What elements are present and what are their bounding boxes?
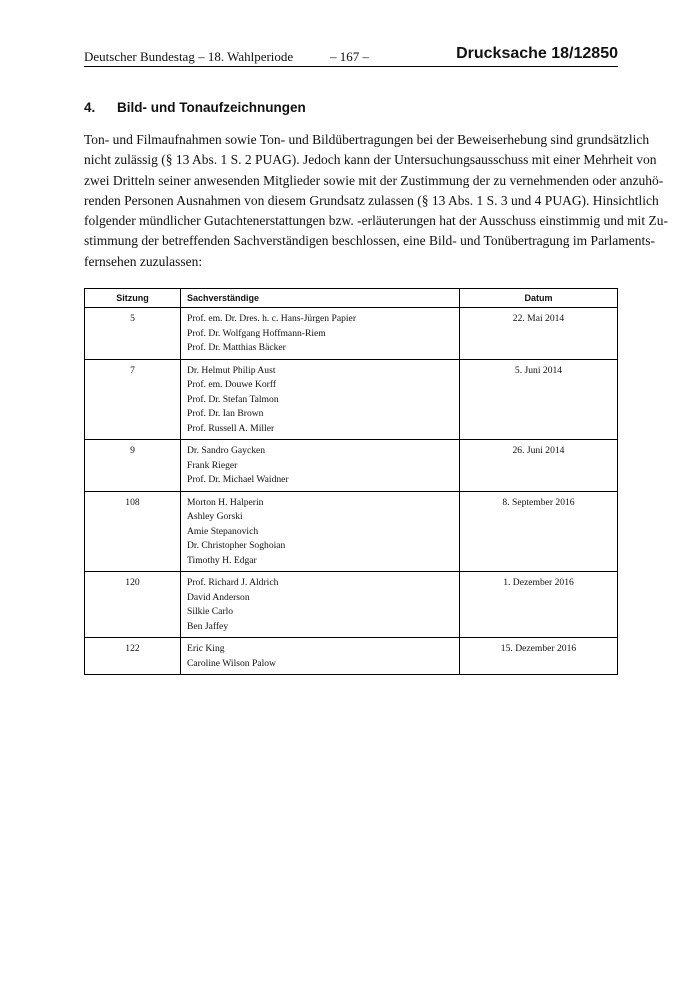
- table-row: [85, 359, 618, 440]
- column-header-sachverstaendige: Sachverständige: [181, 289, 460, 308]
- sitzung-value: 120: [125, 577, 140, 588]
- datum-value: 5. Juni 2014: [514, 364, 563, 376]
- paragraph-line: folgender mündlicher Gutachtenerstattungen bzw. -erläuterungen hat der Ausschuss einstimmig und mit Zu-: [84, 213, 668, 229]
- expert-name: Dr. Sandro Gaycken: [187, 445, 266, 456]
- expert-name: Caroline Wilson Palow: [187, 657, 276, 669]
- paragraph-line: renden Personen Ausnahmen von diesem Grundsatz zulassen (§ 13 Abs. 1 S. 3 und 4 PUAG). Hinsichtlich: [84, 192, 659, 208]
- paragraph-line: zwei Dritteln seiner anwesenden Mitglieder sowie mit der Zustimmung der zu vernehmenden oder anzuhö-: [84, 172, 664, 188]
- expert-name: Timothy H. Edgar: [187, 554, 257, 566]
- datum-value: 26. Juni 2014: [512, 445, 565, 456]
- expert-table: [84, 288, 618, 675]
- expert-name: Eric King: [187, 643, 225, 654]
- datum-cell: [460, 359, 618, 440]
- sitzung-value: 7: [130, 364, 135, 376]
- datum-cell: [460, 440, 618, 492]
- sitzung-cell: [85, 308, 181, 360]
- sitzung-cell: [85, 359, 181, 440]
- paragraph-line: nicht zulässig (§ 13 Abs. 1 S. 2 PUAG). Jedoch kann der Untersuchungsausschuss mit einer Mehrheit von: [84, 152, 657, 168]
- page-number: – 167 –: [330, 49, 369, 64]
- expert-name: Amie Stepanovich: [187, 525, 259, 537]
- expert-name: Morton H. Halperin: [187, 496, 264, 508]
- column-header-datum: Datum: [460, 289, 618, 308]
- datum-cell: [460, 638, 618, 675]
- experts-cell: [181, 440, 460, 492]
- sitzung-value: 9: [130, 445, 135, 456]
- expert-name: Prof. Dr. Matthias Bäcker: [187, 342, 286, 353]
- sitzung-cell: [85, 491, 181, 572]
- experts-cell: [181, 572, 460, 638]
- sitzung-cell: [85, 440, 181, 492]
- datum-value: 1. Dezember 2016: [503, 577, 574, 588]
- expert-name: Prof. Dr. Michael Waidner: [187, 474, 289, 485]
- sitzung-value: 122: [125, 643, 140, 654]
- sitzung-cell: [85, 638, 181, 675]
- datum-value: 8. September 2016: [502, 496, 575, 508]
- expert-name: Prof. Dr. Ian Brown: [187, 408, 264, 419]
- datum-cell: [460, 491, 618, 572]
- expert-name: Prof. em. Douwe Korff: [187, 379, 277, 390]
- expert-name: David Anderson: [187, 591, 250, 603]
- table-row: [85, 440, 618, 492]
- paragraph-line: fernsehen zuzulassen:: [84, 253, 203, 269]
- expert-name: Prof. Dr. Stefan Talmon: [187, 393, 279, 405]
- datum-cell: [460, 308, 618, 360]
- sitzung-value: 108: [125, 496, 140, 508]
- column-header-sitzung: Sitzung: [85, 289, 181, 308]
- section-heading: [84, 100, 306, 115]
- table-row: [85, 491, 618, 572]
- sitzung-cell: [85, 572, 181, 638]
- parliament-label: Deutscher Bundestag – 18. Wahlperiode: [84, 49, 294, 64]
- experts-cell: [181, 308, 460, 360]
- expert-name: Prof. Dr. Wolfgang Hoffmann-Riem: [187, 327, 326, 339]
- table-row: [85, 638, 618, 675]
- body-paragraph: [84, 130, 668, 272]
- section-number: 4.: [84, 100, 96, 115]
- paragraph-line: stimmung der betreffenden Sachverständigen beschlossen, eine Bild- und Tonübertragung im Parlaments-: [84, 233, 656, 249]
- expert-name: Frank Rieger: [187, 459, 238, 471]
- expert-name: Prof. Russell A. Miller: [187, 422, 275, 434]
- table-body: [85, 308, 618, 675]
- table-row: [85, 308, 618, 360]
- section-title: Bild- und Tonaufzeichnungen: [117, 100, 306, 115]
- document-prefix: Drucksache 18/: [456, 45, 574, 62]
- experts-cell: [181, 638, 460, 675]
- table-row: [85, 572, 618, 638]
- datum-value: 22. Mai 2014: [512, 313, 565, 324]
- table-header-row: [85, 289, 618, 308]
- sitzung-value: 5: [130, 313, 135, 324]
- document-id: 12850: [573, 45, 618, 62]
- experts-cell: [181, 359, 460, 440]
- document-number: [456, 45, 618, 63]
- expert-name: Dr. Christopher Soghoian: [187, 540, 286, 551]
- expert-name: Prof. Richard J. Aldrich: [187, 577, 279, 588]
- datum-value: 15. Dezember 2016: [500, 643, 577, 654]
- expert-name: Silkie Carlo: [187, 606, 234, 617]
- experts-cell: [181, 491, 460, 572]
- expert-name: Ashley Gorski: [187, 511, 243, 522]
- paragraph-line: Ton- und Filmaufnahmen sowie Ton- und Bildübertragungen bei der Beweiserhebung sind grundsätzlich: [84, 132, 650, 147]
- expert-name: Prof. em. Dr. Dres. h. c. Hans-Jürgen Papier: [187, 313, 357, 324]
- expert-name: Dr. Helmut Philip Aust: [187, 364, 276, 376]
- expert-name: Ben Jaffey: [187, 620, 229, 632]
- running-header: [84, 46, 618, 67]
- datum-cell: [460, 572, 618, 638]
